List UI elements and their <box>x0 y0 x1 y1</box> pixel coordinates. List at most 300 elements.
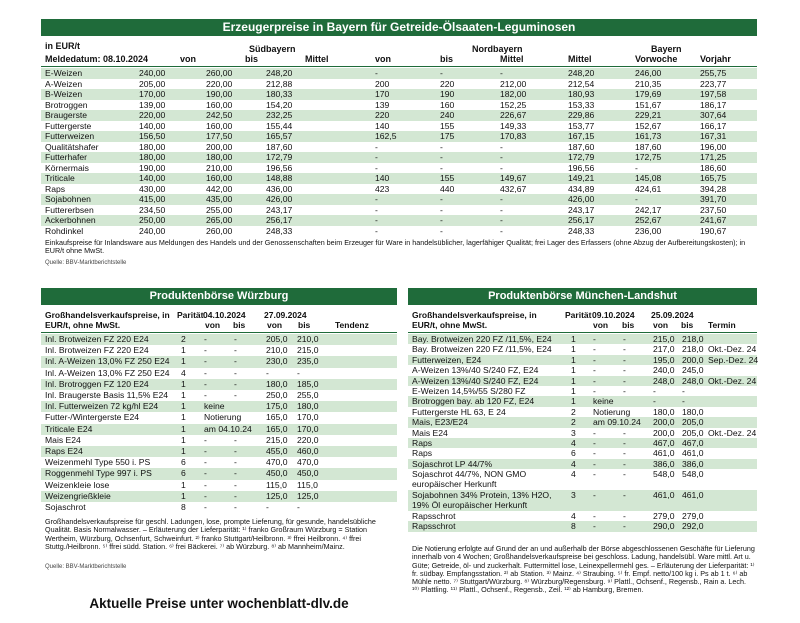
bayern-vorjahr: 394,28 <box>700 183 727 194</box>
table-row <box>408 334 757 344</box>
table-row <box>41 334 397 345</box>
wuerzburg-h-date1: 04.10.2024 <box>203 310 246 320</box>
nord-mittel: 212,00 <box>500 78 527 89</box>
bis-previous: 170,0 <box>297 412 319 423</box>
termin: Okt.-Dez. 24 <box>708 344 757 355</box>
termin: Okt.-Dez. 24 <box>708 427 757 438</box>
von-previous: - <box>653 396 656 407</box>
paritaet: 4 <box>571 469 576 480</box>
von-previous: 165,0 <box>266 412 288 423</box>
sued-von: 240,00 <box>139 68 166 78</box>
von-current: - <box>593 365 596 376</box>
von-previous: 215,0 <box>266 434 288 445</box>
table-row <box>41 345 397 356</box>
von-current: - <box>204 479 207 490</box>
nord-bis: - <box>440 194 443 204</box>
table-row <box>408 511 757 521</box>
table-row <box>41 356 397 367</box>
table-row <box>41 184 757 195</box>
table-row <box>41 110 757 121</box>
bis-previous: 170,0 <box>297 423 319 434</box>
muenchen-header <box>412 307 757 333</box>
von-current: keine <box>593 396 614 407</box>
nord-von: - <box>375 204 378 215</box>
bayern-mittel: 167,15 <box>568 131 595 141</box>
bayern-vorwoche: - <box>635 194 638 204</box>
product-name: Weizenmehl Type 550 i. PS <box>45 457 151 468</box>
von-previous: 180,0 <box>266 378 288 389</box>
von-current: - <box>593 354 596 365</box>
bayern-vorjahr: 196,00 <box>700 141 727 152</box>
paritaet: 1 <box>181 434 186 445</box>
bis-previous: - <box>682 386 685 396</box>
product-name: A-Weizen 13%/40 S/240 FZ, E24 <box>412 365 539 376</box>
table-row <box>408 376 757 386</box>
table-row <box>41 379 397 390</box>
bayern-vorwoche: 152,67 <box>635 120 662 131</box>
termin: Sep.-Dez. 24 <box>708 354 759 365</box>
bayern-mittel: 248,20 <box>568 68 595 78</box>
bis-current: - <box>234 457 237 468</box>
table-row <box>408 469 757 490</box>
bis-previous: 205,0 <box>682 427 704 438</box>
table-row <box>408 521 757 531</box>
von-previous: 461,0 <box>653 490 675 500</box>
bis-current: - <box>234 356 237 367</box>
sued-bis: 160,00 <box>206 99 233 110</box>
nord-mittel: - <box>500 225 503 236</box>
sued-mittel: 187,60 <box>266 141 293 152</box>
sued-bis: 260,00 <box>206 225 233 236</box>
col-bayern-vorjahr: Vorjahr <box>700 54 731 64</box>
table-row <box>41 412 397 423</box>
product-name: Futterweizen, E24 <box>412 354 482 365</box>
von-previous: 217,0 <box>653 344 675 355</box>
sued-mittel: 155,44 <box>266 120 293 131</box>
wuerzburg-h-tendenz: Tendenz <box>335 320 369 330</box>
product-name: Sojabohnen 34% Protein, 13% H2O, 19% Öl europäischer Herkunft <box>412 490 552 510</box>
bayern-vorwoche: 424,61 <box>635 183 662 194</box>
group-nordbayern: Nordbayern <box>472 44 523 54</box>
sued-von: 180,00 <box>139 152 166 162</box>
sued-mittel: 256,17 <box>266 215 293 225</box>
paritaet: 8 <box>571 521 576 532</box>
bis-previous: 386,0 <box>682 458 704 469</box>
top-table-header <box>45 38 757 68</box>
table-row <box>41 424 397 435</box>
von-current: - <box>593 375 596 386</box>
nord-mittel: 149,67 <box>500 173 527 183</box>
col-nord-bis: bis <box>440 54 454 64</box>
table-row <box>41 89 757 100</box>
bis-current: - <box>623 469 626 480</box>
product-name: Mais, E23/E24 <box>412 417 468 428</box>
sued-mittel: 172,79 <box>266 152 293 162</box>
bis-previous: 450,0 <box>297 468 319 479</box>
sued-von: 250,00 <box>139 215 166 225</box>
table-row <box>408 417 757 427</box>
bis-previous: 210,0 <box>297 334 319 344</box>
bis-current: - <box>234 446 237 456</box>
row-label: Ackerbohnen <box>45 215 96 225</box>
von-current: Notierung <box>593 406 631 417</box>
sued-bis: 255,00 <box>206 204 233 215</box>
row-label: Raps <box>45 183 66 194</box>
bis-current: - <box>234 390 237 400</box>
bis-previous: 218,0 <box>682 344 704 355</box>
von-current: - <box>593 510 596 521</box>
table-row <box>41 79 757 90</box>
nord-von: 423 <box>375 183 390 194</box>
row-label: Triticale <box>45 173 75 183</box>
paritaet: 1 <box>181 345 186 356</box>
product-name: Raps E24 <box>45 446 83 456</box>
sued-von: 140,00 <box>139 173 166 183</box>
paritaet: 1 <box>571 334 576 344</box>
von-current: - <box>204 356 207 367</box>
termin: Okt.-Dez. 24 <box>708 375 757 386</box>
von-current: - <box>593 448 596 459</box>
von-current: - <box>204 334 207 344</box>
product-name: Inl. Braugerste Basis 11,5% E24 <box>45 390 169 400</box>
col-nord-mittel: Mittel <box>500 54 524 64</box>
table-row <box>41 100 757 111</box>
col-bayern-mittel: Mittel <box>568 54 592 64</box>
nord-mittel: - <box>500 68 503 78</box>
sued-bis: 210,00 <box>206 162 233 173</box>
von-current: - <box>593 427 596 438</box>
bayern-vorwoche: 187,60 <box>635 141 662 152</box>
bayern-vorjahr: 165,75 <box>700 173 727 183</box>
sued-mittel: 426,00 <box>266 194 293 204</box>
bayern-mittel: 187,60 <box>568 141 595 152</box>
von-previous: 240,0 <box>653 365 675 376</box>
paritaet: 1 <box>571 365 576 376</box>
bis-current: - <box>623 448 626 459</box>
nord-mittel: - <box>500 162 503 173</box>
nord-bis: - <box>440 162 443 173</box>
von-current: - <box>204 378 207 389</box>
paritaet: 4 <box>571 458 576 469</box>
muenchen-footnote: Die Notierung erfolgte auf Grund der an und außerhalb der Börse abgeschlossenen Geschäfte für Lieferung innerhalb von 4 Wochen; Großhandelsverkaufspreise bei geschloss. Ladung, handelsübl. Ware mittl. Art u. Güte; Getreide, öl- und zuckerhalt. Futtermittel lose, Leinexpellermehl ges. – Erläuterung der Lieferparität: ¹⁾ fr. südbay. Empfangsstation. ²⁾ ab Station. ³⁾ Mainz. ⁴⁾ Straubing. ⁵⁾ fr. Empf. netto/100 kg i. Ps ab 1 t. ⁶⁾ ab Mühle netto. ⁷⁾ Stuttgart/Würzburg. ⁸⁾ Würzburg/Regensburg. ⁹⁾ Plattl., Ochsenf., Regensb., Rain a. Lech. ¹⁰⁾ Plattling. ¹¹⁾ Plattl., Ochsenf., Regensb., Zeil. ¹²⁾ ab Hamburg, Bremen. <box>412 544 755 595</box>
top-table-body <box>41 68 757 236</box>
von-current: am 04.10.24 <box>204 423 252 434</box>
product-name: Raps <box>412 448 433 459</box>
nord-von: - <box>375 162 378 173</box>
paritaet: 2 <box>181 334 186 344</box>
bayern-mittel: 212,54 <box>568 78 595 89</box>
von-previous: 248,0 <box>653 375 675 386</box>
bayern-vorjahr: 186,60 <box>700 162 727 173</box>
row-label: Qualitätshafer <box>45 141 99 152</box>
sued-mittel: 154,20 <box>266 99 293 110</box>
nord-bis: - <box>440 152 443 162</box>
bayern-vorwoche: 145,08 <box>635 173 662 183</box>
product-name: Triticale E24 <box>45 423 93 434</box>
bis-previous: - <box>297 367 300 378</box>
sued-bis: 435,00 <box>206 194 233 204</box>
top-title-bar <box>41 19 757 36</box>
bayern-vorwoche: 236,00 <box>635 225 662 236</box>
sued-von: 139,00 <box>139 99 166 110</box>
bayern-vorwoche: 210,35 <box>635 78 662 89</box>
muenchen-table-body <box>408 334 757 542</box>
paritaet: 8 <box>181 502 186 512</box>
sued-mittel: 165,57 <box>266 131 293 141</box>
bis-previous: 180,0 <box>682 406 704 417</box>
von-current: - <box>204 468 207 479</box>
paritaet: 1 <box>571 354 576 365</box>
sued-mittel: 148,88 <box>266 173 293 183</box>
nord-von: 170 <box>375 89 390 99</box>
bayern-mittel: 229,86 <box>568 110 595 120</box>
von-previous: 175,0 <box>266 401 288 412</box>
von-current: - <box>593 334 596 344</box>
sued-von: 415,00 <box>139 194 166 204</box>
product-name: Rapsschrot <box>412 521 456 532</box>
bis-current: - <box>623 344 626 355</box>
bis-current: - <box>623 375 626 386</box>
von-current: keine <box>204 401 225 412</box>
sued-mittel: 436,00 <box>266 183 293 194</box>
nord-bis: - <box>440 215 443 225</box>
product-name: Inl. Futterweizen 72 kg/hl E24 <box>45 401 159 412</box>
bayern-vorjahr: 171,25 <box>700 152 727 162</box>
bayern-vorwoche: 151,67 <box>635 99 662 110</box>
sued-von: 180,00 <box>139 141 166 152</box>
bis-previous: - <box>682 396 685 407</box>
nord-von: 220 <box>375 110 390 120</box>
bayern-vorjahr: 186,17 <box>700 99 727 110</box>
product-name: Futtergerste HL 63, E 24 <box>412 406 506 417</box>
von-previous: 230,0 <box>266 356 288 367</box>
table-row <box>41 368 397 379</box>
nord-bis: 190 <box>440 89 455 99</box>
von-previous: 279,0 <box>653 510 675 521</box>
table-row <box>41 152 757 163</box>
bis-previous: 470,0 <box>297 457 319 468</box>
bayern-vorwoche: 172,75 <box>635 152 662 162</box>
paritaet: 1 <box>181 356 186 367</box>
bayern-vorjahr: 391,70 <box>700 194 727 204</box>
nord-mittel: 182,00 <box>500 89 527 99</box>
table-row <box>41 205 757 216</box>
product-name: Inl. A-Weizen 13,0% FZ 250 E24 <box>45 356 170 367</box>
col-sued-von: von <box>180 54 197 64</box>
col-nord-von: von <box>375 54 392 64</box>
bis-current: - <box>234 479 237 490</box>
nord-mittel: - <box>500 152 503 162</box>
bayern-vorwoche: 252,67 <box>635 215 662 225</box>
paritaet: 4 <box>181 367 186 378</box>
muenchen-h-von2: von <box>653 320 669 330</box>
bayern-vorjahr: 255,75 <box>700 68 727 78</box>
top-source: Quelle: BBV-Marktberichtstelle <box>45 260 127 266</box>
table-row <box>41 468 397 479</box>
sued-bis: 442,00 <box>206 183 233 194</box>
von-current: - <box>204 446 207 456</box>
nord-bis: 240 <box>440 110 455 120</box>
bis-current: - <box>623 438 626 448</box>
sued-mittel: 180,33 <box>266 89 293 99</box>
bis-previous: 125,0 <box>297 490 319 501</box>
table-row <box>41 491 397 502</box>
paritaet: 1 <box>181 423 186 434</box>
nord-von: 200 <box>375 78 390 89</box>
bayern-vorwoche: 242,17 <box>635 204 662 215</box>
product-name: E-Weizen 14,5%/55 S/280 FZ <box>412 386 526 396</box>
bis-previous: 460,0 <box>297 446 319 456</box>
von-previous: 215,0 <box>653 334 675 344</box>
von-previous: 386,0 <box>653 458 675 469</box>
von-current: - <box>204 457 207 468</box>
paritaet: 1 <box>181 390 186 400</box>
product-name: Sojaschrot 44/7%, NON GMO europäischer Herkunft <box>412 469 527 489</box>
bayern-mittel: 196,56 <box>568 162 595 173</box>
top-title: Erzeugerpreise in Bayern für Getreide-Ölsaaten-Leguminosen <box>222 20 576 34</box>
bayern-mittel: 180,93 <box>568 89 595 99</box>
table-row <box>41 215 757 226</box>
row-label: Braugerste <box>45 110 88 120</box>
von-previous: 450,0 <box>266 468 288 479</box>
von-previous: 290,0 <box>653 521 675 532</box>
paritaet: 1 <box>571 375 576 386</box>
von-current: - <box>204 490 207 501</box>
table-row <box>41 68 757 79</box>
wuerzburg-h-von1: von <box>205 320 221 330</box>
von-previous: 195,0 <box>653 354 675 365</box>
product-name: Roggenmehl Type 997 i. PS <box>45 468 152 479</box>
von-previous: - <box>266 367 269 378</box>
von-previous: 205,0 <box>266 334 288 344</box>
col-bayern-vorwoche: Vorwoche <box>635 54 678 64</box>
table-row <box>408 438 757 448</box>
nord-bis: 160 <box>440 99 455 110</box>
bis-current: - <box>623 334 626 344</box>
nord-bis: 155 <box>440 173 455 183</box>
table-row <box>408 407 757 417</box>
sued-bis: 220,00 <box>206 78 233 89</box>
nord-bis: 440 <box>440 183 455 194</box>
paritaet: 6 <box>181 468 186 479</box>
nord-von: - <box>375 141 378 152</box>
bis-current: - <box>234 468 237 479</box>
bis-current: - <box>623 490 626 500</box>
nord-von: - <box>375 225 378 236</box>
table-row <box>41 131 757 142</box>
wuerzburg-table-body <box>41 334 397 514</box>
group-suedbayern: Südbayern <box>249 44 296 54</box>
table-row <box>408 386 757 396</box>
row-label: Körnermais <box>45 162 89 173</box>
bayern-mittel: 434,89 <box>568 183 595 194</box>
nord-mittel: 170,83 <box>500 131 527 141</box>
table-row <box>41 480 397 491</box>
sued-bis: 242,50 <box>206 110 233 120</box>
paritaet: 1 <box>571 344 576 355</box>
muenchen-h-termin: Termin <box>708 320 736 330</box>
bayern-mittel: 426,00 <box>568 194 595 204</box>
cta-link[interactable]: Aktuelle Preise unter wochenblatt-dlv.de <box>89 596 349 611</box>
bis-previous: 220,0 <box>297 434 319 445</box>
bis-current: - <box>234 502 237 512</box>
bis-previous: 180,0 <box>297 401 319 412</box>
table-row <box>41 446 397 457</box>
bayern-vorjahr: 167,31 <box>700 131 727 141</box>
von-previous: 125,0 <box>266 490 288 501</box>
paritaet: 1 <box>181 490 186 501</box>
row-label: Brotroggen <box>45 99 88 110</box>
bis-current: - <box>623 427 626 438</box>
col-sued-mittel: Mittel <box>305 54 329 64</box>
nord-mittel: 226,67 <box>500 110 527 120</box>
bis-previous: 248,0 <box>682 375 704 386</box>
bis-previous: 215,0 <box>297 345 319 356</box>
nord-mittel: 152,25 <box>500 99 527 110</box>
bayern-mittel: 153,77 <box>568 120 595 131</box>
bayern-mittel: 256,17 <box>568 215 595 225</box>
nord-bis: - <box>440 225 443 236</box>
nord-von: - <box>375 152 378 162</box>
nord-von: 140 <box>375 120 390 131</box>
muenchen-h-paritaet: Parität <box>565 310 592 320</box>
bis-previous: 279,0 <box>682 510 704 521</box>
bayern-vorjahr: 307,64 <box>700 110 727 120</box>
bis-current: - <box>234 378 237 389</box>
paritaet: 2 <box>571 406 576 417</box>
product-name: Weizenkleie lose <box>45 479 110 490</box>
von-previous: 200,0 <box>653 427 675 438</box>
von-previous: 461,0 <box>653 448 675 459</box>
row-label: Rohdinkel <box>45 225 84 236</box>
table-row <box>408 344 757 354</box>
sued-von: 220,00 <box>139 110 166 120</box>
bis-previous: 292,0 <box>682 521 704 532</box>
row-label: Futterweizen <box>45 131 95 141</box>
bayern-vorwoche: 179,69 <box>635 89 662 99</box>
table-row <box>408 490 757 511</box>
nord-bis: - <box>440 141 443 152</box>
table-row <box>408 428 757 438</box>
product-name: Brotroggen bay. ab 120 FZ, E24 <box>412 396 535 407</box>
table-row <box>41 390 397 401</box>
sued-mittel: 212,88 <box>266 78 293 89</box>
wuerzburg-h-bis2: bis <box>298 320 311 330</box>
table-row <box>408 448 757 458</box>
von-current: - <box>593 386 596 396</box>
bis-current: - <box>234 345 237 356</box>
nord-bis: 220 <box>440 78 455 89</box>
bis-previous: 255,0 <box>297 390 319 400</box>
table-row <box>41 173 757 184</box>
bis-current: - <box>234 434 237 445</box>
von-current: - <box>593 490 596 500</box>
von-current: - <box>593 344 596 355</box>
table-row <box>41 163 757 174</box>
bayern-vorwoche: 161,73 <box>635 131 662 141</box>
sued-bis: 180,00 <box>206 152 233 162</box>
bayern-vorjahr: 166,17 <box>700 120 727 131</box>
paritaet: 6 <box>181 457 186 468</box>
nord-von: 162,5 <box>375 131 397 141</box>
nord-von: 139 <box>375 99 390 110</box>
von-current: - <box>593 438 596 448</box>
bayern-mittel: 248,33 <box>568 225 595 236</box>
sued-von: 205,00 <box>139 78 166 89</box>
von-previous: 200,0 <box>653 417 675 428</box>
bis-previous: 218,0 <box>682 334 704 344</box>
von-previous: 165,0 <box>266 423 288 434</box>
